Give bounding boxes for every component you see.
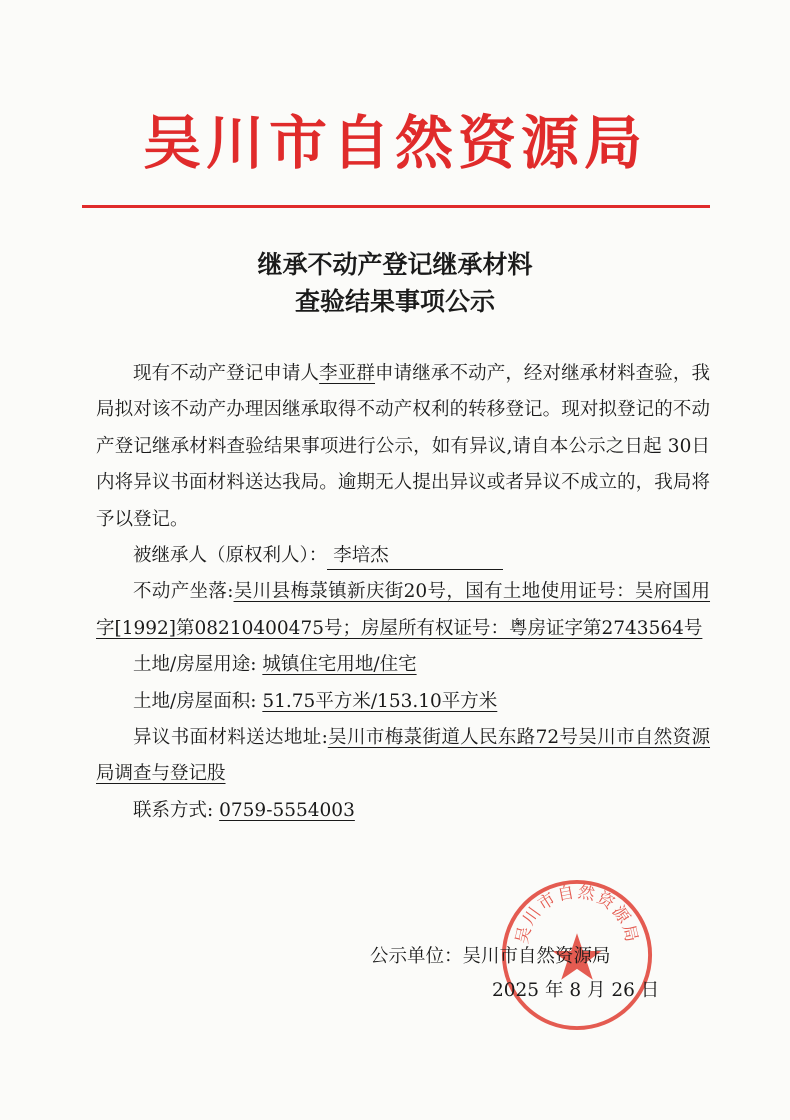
header-divider [82, 205, 710, 208]
address-value: 吴川市梅菉街道人民东路72号吴川市自然资源局调查与登记股 [96, 727, 711, 785]
location-label: 不动产坐落: [133, 581, 234, 603]
location-value: 吴川县梅菉镇新庆街20号，国有土地使用证号：吴府国用字[1992]第08210400475号；房屋所有权证号：粤房证字第2743564号 [96, 581, 711, 639]
use-field [96, 647, 710, 683]
contact-field [96, 793, 710, 829]
title-line-2: 查验结果事项公示 [294, 287, 495, 316]
issuing-unit: 公示单位：吴川市自然资源局 [370, 946, 611, 967]
address-label: 异议书面材料送达地址: [133, 727, 328, 749]
issue-date: 2025 年 8 月 26 日 [492, 980, 660, 1001]
title-line-1: 继承不动产登记继承材料 [257, 250, 533, 279]
area-label: 土地/房屋面积: [133, 690, 257, 712]
intro-text-after: 申请继承不动产，经对继承材料查验，我局拟对该不动产办理因继承取得不动产权利的转移登记。现对拟登记的不动产登记继承材料查验结果事项进行公示，如有异议,请自本公示之日起 30日内将异议书面材料送达我局。逾期无人提出异议或者异议不成立的，我局将予以登记。 [96, 363, 710, 530]
address-field [96, 720, 710, 793]
contact-value: 0759-5554003 [219, 799, 355, 821]
signature-block [370, 940, 670, 1008]
applicant-name: 李亚群 [319, 363, 376, 384]
use-value: 城镇住宅用地/住宅 [262, 654, 417, 676]
area-field [96, 684, 710, 720]
seal-text: 吴川市自然资源局 [511, 881, 643, 946]
use-label: 土地/房屋用途: [133, 654, 257, 676]
notice-body [96, 356, 710, 829]
document-title [0, 246, 790, 320]
location-field [96, 574, 710, 647]
heir-field [96, 538, 710, 574]
intro-paragraph [96, 356, 710, 538]
contact-label: 联系方式: [133, 799, 214, 821]
heir-value: 李培杰 [327, 543, 503, 570]
area-value: 51.75平方米/153.10平方米 [262, 690, 498, 712]
heir-label: 被继承人（原权利人）： [133, 545, 328, 567]
agency-header: 吴川市自然资源局 [142, 109, 647, 177]
intro-text-before: 现有不动产登记申请人 [133, 363, 320, 384]
